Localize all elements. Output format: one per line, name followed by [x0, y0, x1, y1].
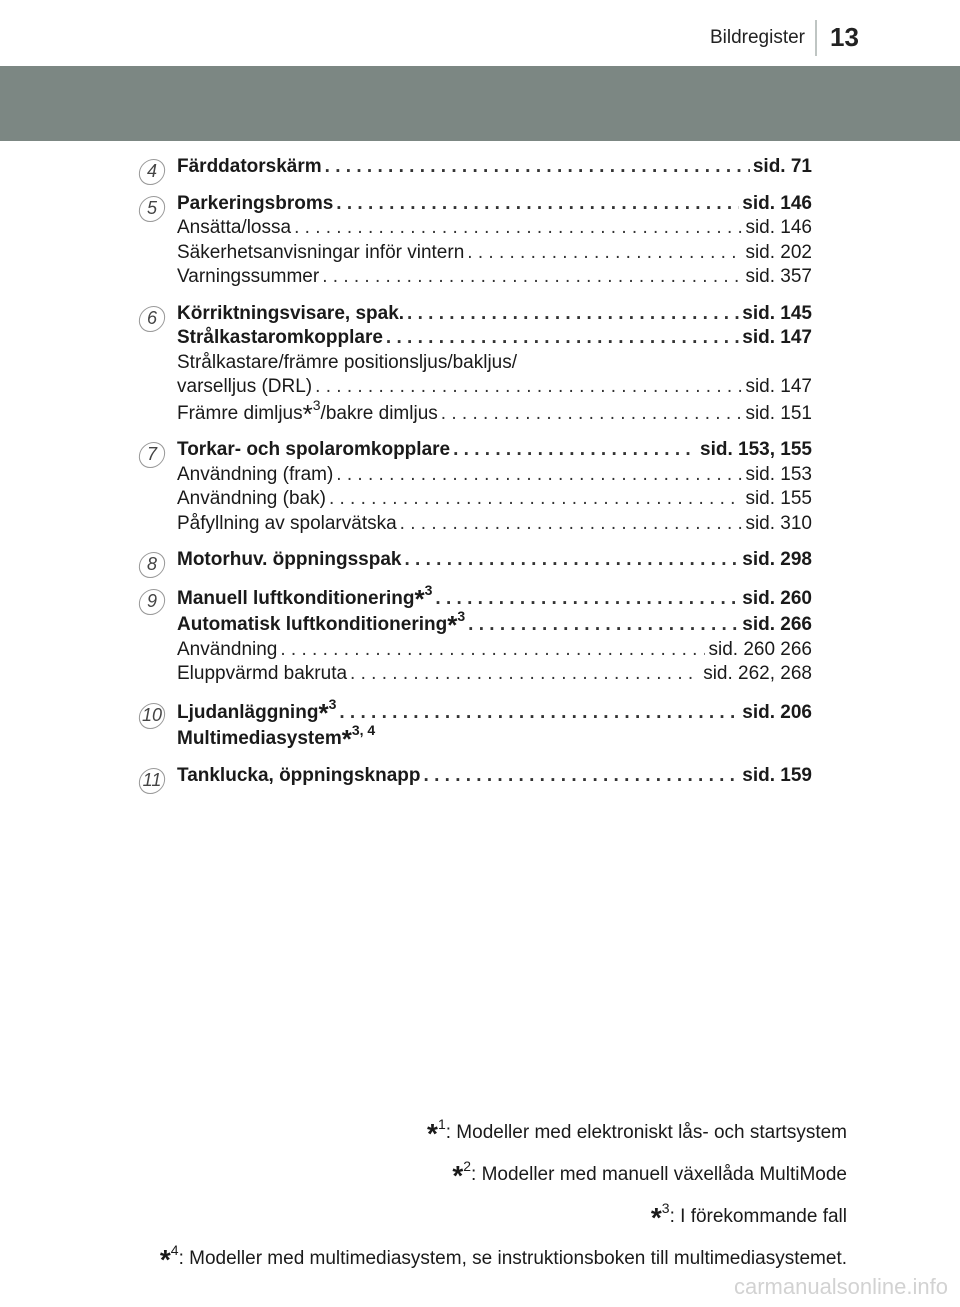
- entry-label: Parkeringsbroms: [177, 192, 334, 214]
- footnote-ref: 3: [312, 396, 321, 413]
- footnote-ref: 3: [328, 695, 337, 712]
- entry-label: Eluppvärmd bakruta: [177, 663, 348, 684]
- index-entry[interactable]: [177, 487, 812, 512]
- callout-number: 7: [140, 442, 164, 466]
- page-reference[interactable]: sid. 155: [745, 488, 812, 509]
- index-entry[interactable]: [177, 463, 812, 488]
- footnote-star: *: [159, 1244, 171, 1275]
- dot-leader: [435, 587, 739, 612]
- index-entry[interactable]: [177, 695, 812, 728]
- callout-number: 8: [140, 552, 164, 576]
- footnote-ref: 3, 4: [351, 722, 376, 738]
- footnotes: [160, 1108, 847, 1276]
- page-header: [0, 0, 960, 60]
- footnote-text: : Modeller med elektroniskt lås- och startsystem: [445, 1122, 847, 1143]
- page-reference[interactable]: sid. 71: [752, 156, 812, 177]
- entry-label: varselljus (DRL): [177, 376, 313, 397]
- page-reference[interactable]: sid. 145: [742, 302, 812, 324]
- footnote-text: : Modeller med manuell växellåda MultiMode: [471, 1164, 847, 1185]
- section-title: Bildregister: [709, 27, 805, 48]
- dot-leader: [294, 216, 742, 241]
- entry-label: Strålkastare/främre positionsljus/bakljus/: [177, 351, 518, 373]
- entry-label: Ljudanläggning*$^3$: [177, 695, 337, 728]
- page-number: 13: [830, 22, 859, 52]
- dot-leader: [424, 764, 740, 789]
- index-entry[interactable]: [177, 722, 812, 754]
- entry-label: Användning (bak): [177, 488, 326, 509]
- index-entry[interactable]: [177, 512, 812, 537]
- footnote-star: *: [452, 1160, 464, 1191]
- callout-number: 9: [140, 589, 164, 613]
- page-reference[interactable]: sid. 262, 268: [703, 663, 812, 684]
- page-reference[interactable]: sid. 298: [742, 549, 812, 570]
- index-entry[interactable]: [177, 192, 812, 217]
- index-entry[interactable]: [177, 155, 812, 180]
- footnote-ref: 3: [457, 608, 466, 624]
- footnote-star: *: [414, 583, 425, 614]
- index-entry[interactable]: [177, 764, 812, 789]
- entry-label: Ansätta/lossa: [177, 217, 292, 238]
- footnote-text: : Modeller med multimediasystem, se instruktionsboken till multimediasystemet.: [178, 1248, 847, 1269]
- index-entry[interactable]: [177, 241, 812, 266]
- footnote-star: *: [650, 1202, 662, 1233]
- page-reference[interactable]: sid. 310: [745, 512, 812, 534]
- page-reference[interactable]: sid. 202: [745, 241, 812, 263]
- dot-leader: [467, 241, 742, 266]
- footnote-mark: 3: [661, 1200, 670, 1216]
- footnote-text: : I förekommande fall: [669, 1206, 847, 1227]
- entry-label: Tanklucka, öppningsknapp: [177, 764, 421, 786]
- index-entry[interactable]: [177, 662, 812, 687]
- entry-label: Främre dimljus*$^3$/bakre dimljus: [177, 396, 438, 429]
- entry-label: Multimediasystem*$^{3, 4}$: [177, 722, 376, 754]
- footnote: [160, 1108, 847, 1150]
- page-reference[interactable]: sid. 260 266: [708, 638, 812, 660]
- footnote: [160, 1150, 847, 1192]
- page-reference[interactable]: sid. 146: [742, 192, 812, 214]
- footnote: [160, 1234, 847, 1276]
- entry-label: Påfyllning av spolarvätska: [177, 512, 397, 534]
- index-entry[interactable]: [177, 608, 812, 640]
- entry-label: Motorhuv. öppningsspak: [177, 549, 402, 570]
- page-reference[interactable]: sid. 206: [742, 701, 812, 723]
- entry-label: Strålkastaromkopplare: [177, 327, 383, 348]
- callout-number: 5: [140, 196, 164, 220]
- entry-label: Torkar- och spolaromkopplare: [177, 439, 451, 460]
- footnote-star: *: [427, 1118, 438, 1149]
- index-entry[interactable]: [177, 548, 812, 573]
- footnote-ref: 3: [424, 581, 433, 598]
- footnote-star: *: [302, 398, 313, 429]
- index-entry[interactable]: [177, 216, 812, 241]
- index-entry[interactable]: [177, 375, 812, 400]
- callout-number: 11: [140, 768, 164, 792]
- dot-leader: [453, 438, 697, 463]
- entry-label: Säkerhetsanvisningar inför vintern: [177, 241, 465, 263]
- page-reference[interactable]: sid. 153: [745, 463, 812, 485]
- footnote-star: *: [341, 724, 352, 754]
- index-entry[interactable]: [177, 326, 812, 351]
- page-reference[interactable]: sid. 159: [742, 764, 812, 786]
- callout-number: 10: [141, 704, 163, 725]
- index-list: [140, 155, 812, 800]
- dot-leader: [336, 463, 742, 488]
- index-section: [140, 192, 812, 290]
- illustration-band: [0, 66, 960, 141]
- page-reference[interactable]: sid. 266: [742, 614, 812, 635]
- index-section: [140, 438, 812, 536]
- index-entry[interactable]: [177, 438, 812, 463]
- footnote-star: *: [318, 697, 329, 728]
- dot-leader: [407, 302, 739, 327]
- dot-leader: [468, 613, 739, 638]
- index-section: [140, 695, 812, 754]
- page-reference[interactable]: sid. 153, 155: [700, 439, 812, 460]
- index-entry[interactable]: [177, 302, 812, 327]
- index-section: [140, 302, 812, 427]
- entry-label: Färddatorskärm: [177, 156, 322, 177]
- watermark: carmanualsonline.info: [733, 1274, 948, 1299]
- index-section: [140, 155, 812, 180]
- footnote: [160, 1192, 847, 1234]
- page-reference[interactable]: sid. 146: [745, 217, 812, 238]
- footnote-mark: 1: [437, 1116, 446, 1132]
- dot-leader: [386, 326, 739, 351]
- index-section: [140, 764, 812, 789]
- index-entry[interactable]: [177, 638, 812, 663]
- dot-leader: [325, 155, 750, 180]
- dot-leader: [280, 638, 705, 663]
- dot-leader: [336, 192, 739, 217]
- page-reference[interactable]: sid. 357: [745, 266, 812, 287]
- header-divider: [815, 20, 817, 56]
- callout-number: 4: [140, 159, 164, 183]
- callout-number: 6: [140, 306, 164, 330]
- index-entry[interactable]: [177, 265, 812, 290]
- dot-leader: [339, 701, 739, 726]
- dot-leader: [315, 375, 742, 400]
- footnote-mark: 4: [170, 1242, 179, 1258]
- page-reference[interactable]: sid. 260: [742, 587, 812, 609]
- index-entry[interactable]: [177, 351, 812, 376]
- entry-label: Varningssummer: [177, 266, 320, 287]
- dot-leader: [400, 512, 743, 537]
- page-reference[interactable]: sid. 147: [745, 376, 812, 397]
- page-reference[interactable]: sid. 151: [745, 402, 812, 424]
- entry-label: Användning (fram): [177, 463, 334, 485]
- page-reference[interactable]: sid. 147: [742, 327, 812, 348]
- entry-label: Användning: [177, 638, 278, 660]
- index-entry[interactable]: [177, 396, 812, 429]
- footnote-star: *: [447, 610, 458, 640]
- entry-label: Körriktningsvisare, spak.: [177, 302, 405, 324]
- dot-leader: [441, 402, 743, 427]
- entry-label: Manuell luftkonditionering*$^3$: [177, 581, 433, 614]
- footnote-mark: 2: [463, 1158, 472, 1174]
- dot-leader: [322, 265, 742, 290]
- dot-leader: [404, 548, 739, 573]
- dot-leader: [329, 487, 743, 512]
- dot-leader: [350, 662, 700, 687]
- index-section: [140, 581, 812, 687]
- entry-label: Automatisk luftkonditionering*$^3$: [177, 608, 466, 640]
- index-section: [140, 548, 812, 573]
- index-entry[interactable]: [177, 581, 812, 614]
